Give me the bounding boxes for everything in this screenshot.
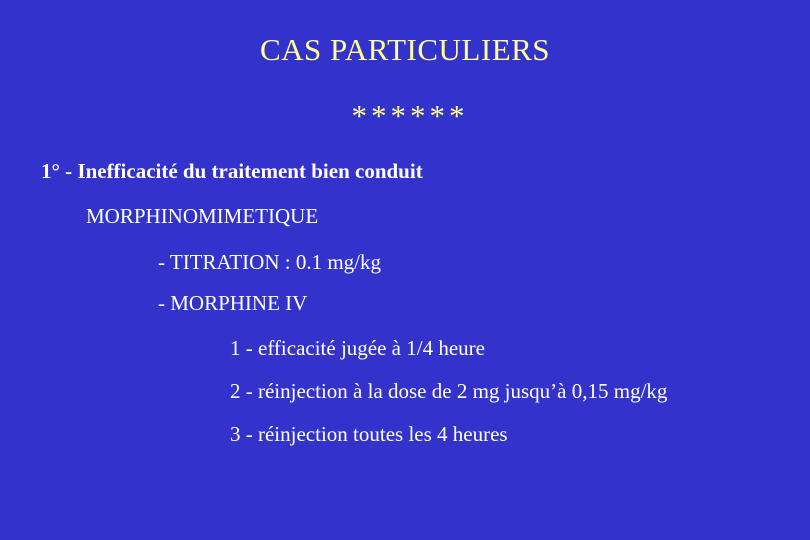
stars-divider: ****** [351, 98, 469, 133]
subheading: MORPHINOMIMETIQUE [86, 204, 319, 228]
section-heading: 1° - Inefficacité du traitement bien conduit [41, 159, 423, 183]
list-item-morphine-iv: - MORPHINE IV [158, 291, 308, 315]
step-item-2: 2 - réinjection à la dose de 2 mg jusqu’à 0,15 mg/kg [230, 379, 668, 403]
step-item-3: 3 - réinjection toutes les 4 heures [230, 422, 508, 446]
slide-title: CAS PARTICULIERS [259, 32, 551, 67]
step-item-1: 1 - efficacité jugée à 1/4 heure [230, 336, 485, 360]
list-item-titration: - TITRATION : 0.1 mg/kg [158, 250, 382, 274]
